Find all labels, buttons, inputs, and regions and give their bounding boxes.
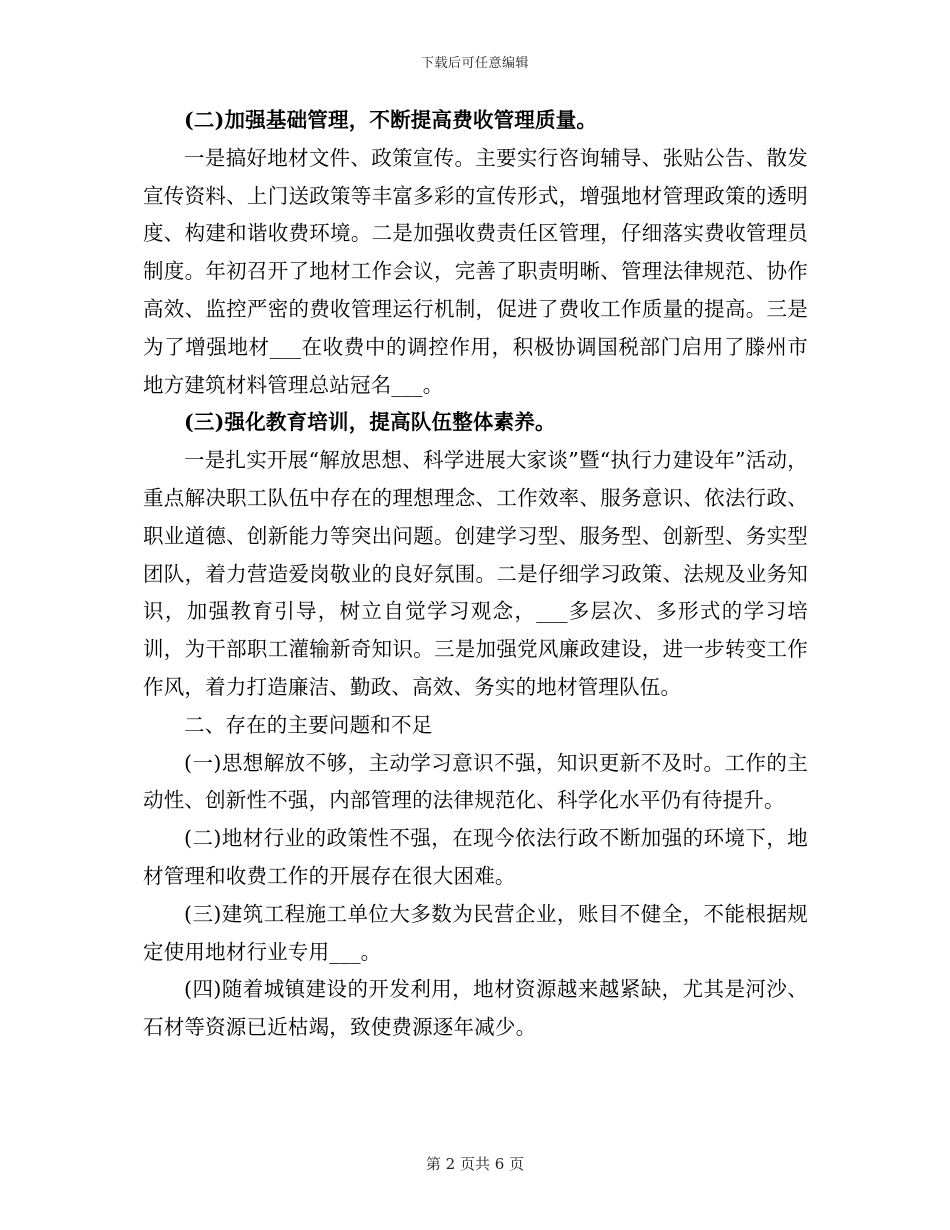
section-heading-basic-management: (二)加强基础管理，不断提高费收管理质量。 bbox=[184, 108, 598, 132]
page-header-note: 下载后可任意编辑 bbox=[420, 56, 529, 71]
paragraph-education-training: 一是扎实开展“解放思想、科学进展大家谈”暨“执行力建设年”活动，重点解决职工队伍中存在的理想理念、工作效率、服务意识、依法行政、职业道德、创新能力等突出问题。创建学习型、服务型、创新型、务实型团队，着力营造爱岗敬业的良好氛围。二是仔细学习政策、法规及业务知识，加强教育引导，树立自觉学习观念，___多层次、多形式的学习培训，为干部职工灌输新奇知识。三是加强党风廉政建设，进一步转变工作作风，着力打造廉洁、勤政、高效、务实的地材管理队伍。 bbox=[143, 448, 808, 699]
section-heading-problems: 二、存在的主要问题和不足 bbox=[184, 712, 433, 737]
document-body bbox=[143, 102, 808, 1047]
problem-item-1: (一)思想解放不够，主动学习意识不强，知识更新不及时。工作的主动性、创新性不强，内部管理的法律规范化、科学化水平仍有待提升。 bbox=[143, 750, 808, 813]
problem-item-3: (三)建筑工程施工单位大多数为民营企业，账目不健全，不能根据规定使用地材行业专用___。 bbox=[143, 901, 808, 964]
paragraph-basic-management: 一是搞好地材文件、政策宣传。主要实行咨询辅导、张贴公告、散发宣传资料、上门送政策等丰富多彩的宣传形式，增强地材管理政策的透明度、构建和谐收费环境。二是加强收费责任区管理，仔细落实费收管理员制度。年初召开了地材工作会议，完善了职责明晰、管理法律规范、协作高效、监控严密的费收管理运行机制，促进了费收工作质量的提高。三是为了增强地材___在收费中的调控作用，积极协调国税部门启用了滕州市地方建筑材料管理总站冠名___。 bbox=[143, 145, 808, 397]
problem-item-4: (四)随着城镇建设的开发利用，地材资源越来越紧缺，尤其是河沙、石材等资源已近枯竭，致使费源逐年减少。 bbox=[143, 977, 808, 1040]
page-number-footer: 第 2 页共 6 页 bbox=[425, 1155, 525, 1173]
problem-item-2: (二)地材行业的政策性不强，在现今依法行政不断加强的环境下，地材管理和收费工作的开展存在很大困难。 bbox=[143, 826, 808, 888]
section-heading-education-training: (三)强化教育培训，提高队伍整体素养。 bbox=[184, 410, 556, 435]
